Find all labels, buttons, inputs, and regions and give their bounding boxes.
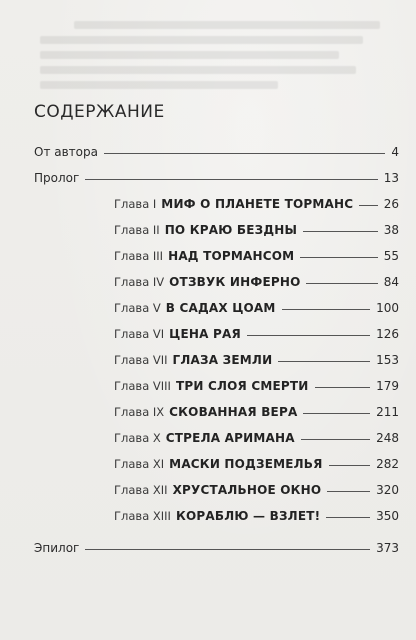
toc-entry-epilogue[interactable] — [34, 541, 399, 567]
entry-page: 320 — [376, 483, 399, 497]
entry-page: 26 — [383, 197, 399, 211]
leader-line — [300, 257, 377, 258]
chapter-number: Глава V — [114, 301, 161, 315]
chapter-name: НАД ТОРМАНСОМ — [168, 249, 295, 263]
leader-line — [303, 231, 378, 232]
chapter-number: Глава XII — [114, 483, 168, 497]
entry-page: 55 — [383, 249, 399, 263]
leader-line — [303, 413, 370, 414]
chapter-name: ГЛАЗА ЗЕМЛИ — [172, 353, 273, 367]
entry-label: Эпилог — [34, 541, 80, 555]
chapter-name: В САДАХ ЦОАМ — [165, 301, 276, 315]
chapter-name: ПО КРАЮ БЕЗДНЫ — [164, 223, 298, 237]
chapter-number: Глава II — [114, 223, 160, 237]
entry-page: 153 — [376, 353, 399, 367]
table-of-contents — [34, 145, 399, 567]
toc-entry-chapter-13[interactable] — [34, 509, 399, 535]
chapter-number: Глава XIII — [114, 509, 171, 523]
toc-entry-chapter-1[interactable] — [34, 197, 399, 223]
leader-line — [301, 439, 370, 440]
show-through-text — [40, 14, 380, 104]
chapter-name: СТРЕЛА АРИМАНА — [165, 431, 295, 445]
toc-entry-chapter-8[interactable] — [34, 379, 399, 405]
chapter-name: ТРИ СЛОЯ СМЕРТИ — [175, 379, 309, 393]
toc-entry-prologue[interactable] — [34, 171, 399, 197]
chapter-name: ХРУСТАЛЬНОЕ ОКНО — [172, 483, 322, 497]
entry-page: 211 — [376, 405, 399, 419]
toc-title: СОДЕРЖАНИЕ — [34, 102, 165, 122]
chapter-name: ОТЗВУК ИНФЕРНО — [169, 275, 301, 289]
entry-label: От автора — [34, 145, 98, 159]
toc-entry-chapter-11[interactable] — [34, 457, 399, 483]
chapter-name: МАСКИ ПОДЗЕМЕЛЬЯ — [169, 457, 323, 471]
toc-entry-chapter-3[interactable] — [34, 249, 399, 275]
chapter-number: Глава III — [114, 249, 164, 263]
chapter-number: Глава VI — [114, 327, 165, 341]
chapter-number: Глава VIII — [114, 379, 171, 393]
entry-label: Пролог — [34, 171, 80, 185]
leader-line — [104, 153, 385, 154]
toc-entry-chapter-10[interactable] — [34, 431, 399, 457]
leader-line — [327, 491, 370, 492]
chapter-number: Глава X — [114, 431, 161, 445]
leader-line — [85, 549, 370, 550]
toc-entry-chapter-12[interactable] — [34, 483, 399, 509]
toc-entry-chapter-9[interactable] — [34, 405, 399, 431]
entry-page: 179 — [376, 379, 399, 393]
chapter-number: Глава XI — [114, 457, 165, 471]
toc-entry-chapter-5[interactable] — [34, 301, 399, 327]
entry-page: 4 — [391, 145, 399, 159]
chapter-number: Глава VII — [114, 353, 168, 367]
entry-page: 126 — [376, 327, 399, 341]
chapter-name: МИФ О ПЛАНЕТЕ ТОРМАНС — [161, 197, 354, 211]
chapter-number: Глава I — [114, 197, 157, 211]
toc-entry-chapter-4[interactable] — [34, 275, 399, 301]
entry-page: 38 — [383, 223, 399, 237]
leader-line — [326, 517, 370, 518]
entry-page: 282 — [376, 457, 399, 471]
leader-line — [278, 361, 370, 362]
leader-line — [282, 309, 371, 310]
entry-page: 350 — [376, 509, 399, 523]
toc-entry-chapter-7[interactable] — [34, 353, 399, 379]
toc-entry-author[interactable] — [34, 145, 399, 171]
leader-line — [329, 465, 371, 466]
leader-line — [359, 205, 377, 206]
leader-line — [247, 335, 370, 336]
leader-line — [315, 387, 371, 388]
entry-page: 248 — [376, 431, 399, 445]
entry-page: 13 — [383, 171, 399, 185]
chapter-number: Глава IV — [114, 275, 165, 289]
leader-line — [306, 283, 377, 284]
entry-page: 373 — [376, 541, 399, 555]
chapter-number: Глава IX — [114, 405, 165, 419]
toc-entry-chapter-6[interactable] — [34, 327, 399, 353]
chapter-name: КОРАБЛЮ — ВЗЛЕТ! — [175, 509, 321, 523]
toc-entry-chapter-2[interactable] — [34, 223, 399, 249]
entry-page: 100 — [376, 301, 399, 315]
chapter-name: СКОВАННАЯ ВЕРА — [169, 405, 298, 419]
leader-line — [85, 179, 377, 180]
entry-page: 84 — [383, 275, 399, 289]
chapter-name: ЦЕНА РАЯ — [169, 327, 241, 341]
